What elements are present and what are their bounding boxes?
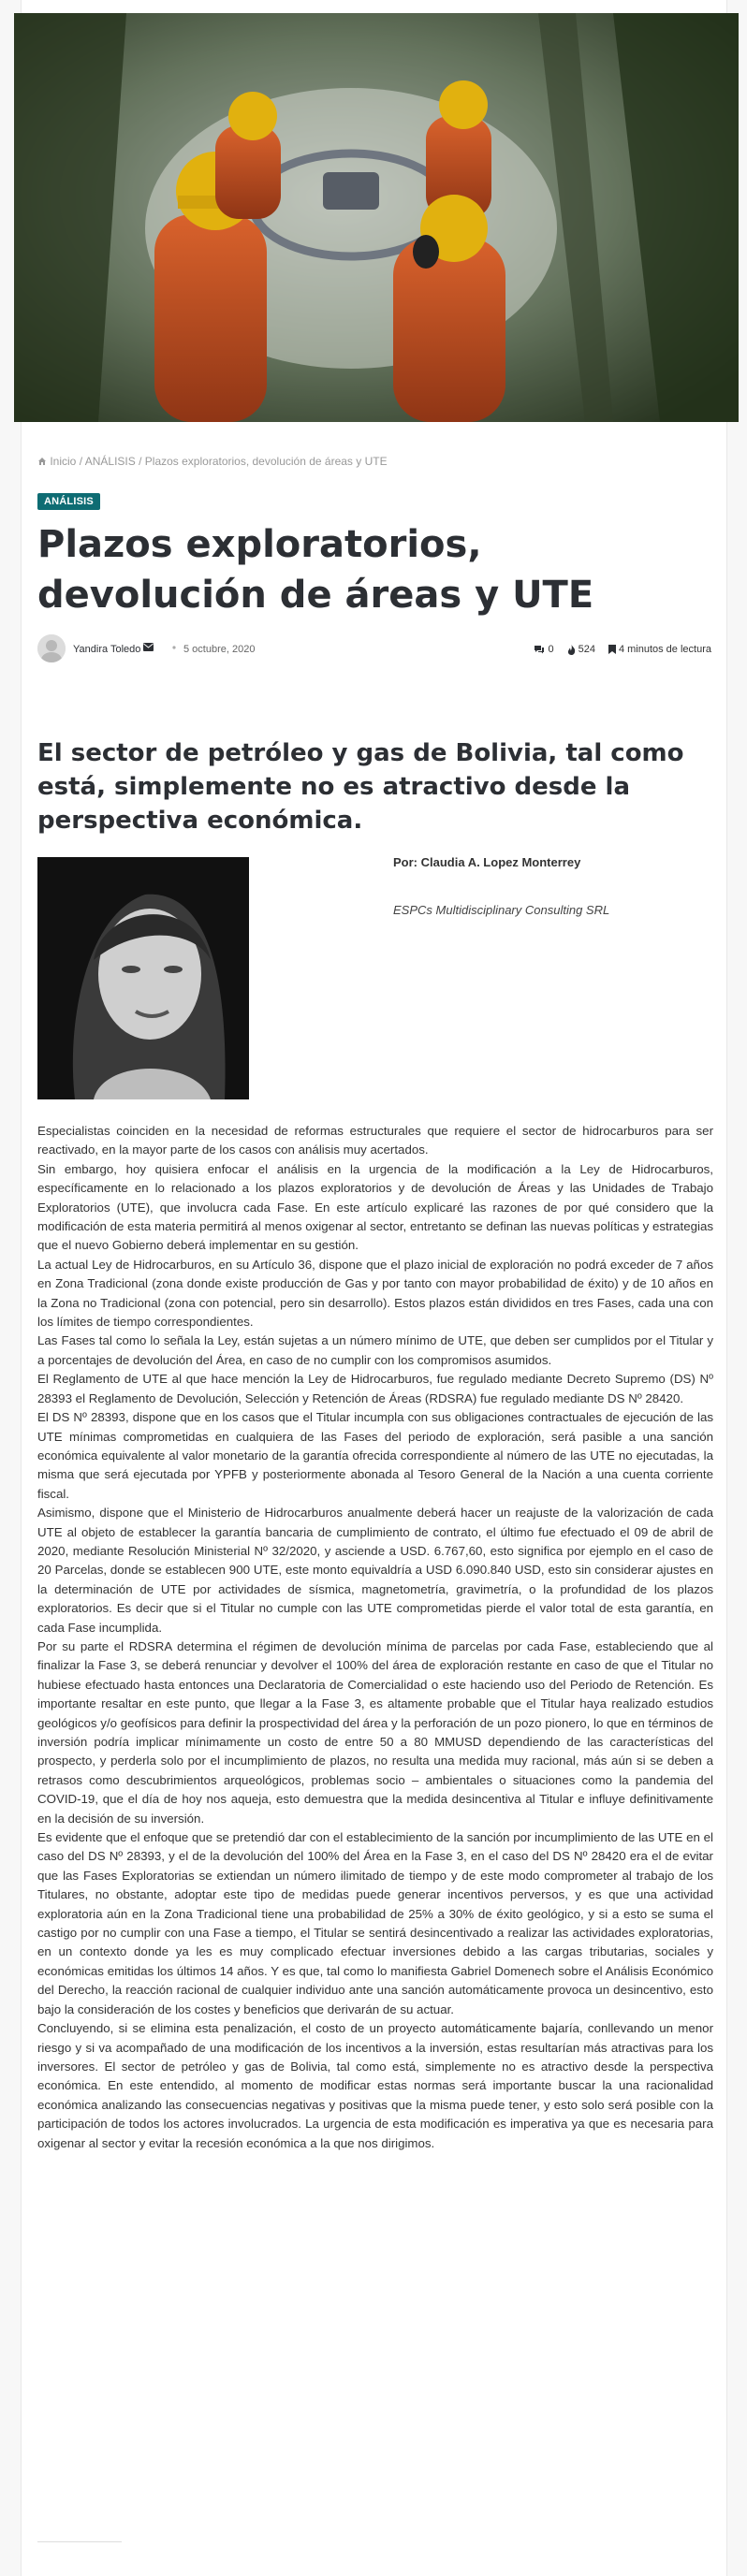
article-paragraph: El Reglamento de UTE al que hace mención la Ley de Hidrocarburos, fue regulado mediante Decreto Supremo (DS) Nº 28393 el Reglamento de Devolución, Selección y Retención de Áreas (RDSRA) fue regulado mediante DS Nº 28420. — [37, 1372, 713, 1405]
author-company: ESPCs Multidisciplinary Consulting SRL — [393, 903, 610, 917]
home-icon[interactable] — [37, 457, 47, 466]
article-paragraph: Asimismo, dispone que el Ministerio de Hidrocarburos anualmente deberá hacer un reajuste de la valorización de cada UTE al objeto de establecer la garantía bancaria de cumplimiento de contrato, el último fue efectuado el 09 de abril de 2020, mediante Resolución Ministerial Nº 32/2020, y asciende a USD. 6.767,60, esto significa por ejemplo en el caso de 20 Parcelas, donde se establecen 900 UTE, este monto equivaldría a USD 6.090.840 USD, esto sin considerar ajustes en la determinación de UTE por actividades de sísmica, magnetometría, gravimetría, o la profundidad de los plazos exploratorios. Es decir que si el Titular no cumple con las UTE comprometidas pierde el valor total de esta garantía, en cada Fase incumplida. — [37, 1506, 713, 1635]
views-count — [567, 644, 595, 655]
article-paragraph: Concluyendo, si se elimina esta penalización, el costo de un proyecto automáticamente bajaría, conllevando un menor riesgo y si va acompañado de una modificación de los incentivos a la inversión, estas resultarían más atractivas para los inversores. El sector de petróleo y gas de Bolivia, tal como está, simplemente no es atractivo desde la perspectiva económica. En este entendido, al momento de modificar estas normas será importante buscar la una racionalidad económica analizando las consecuencias negativas y positivas que la misma puede tener, y esto solo será posible con la participación de todos los actores involucrados. La urgencia de esta modificación es imperativa ya que es necesaria para oxigenar al sector y evitar la recesión económica a la que nos dirigimos. — [37, 2021, 713, 2150]
envelope-icon[interactable] — [143, 643, 154, 651]
breadcrumb-home[interactable]: Inicio — [50, 455, 77, 468]
article-lead: El sector de petróleo y gas de Bolivia, tal como está, simplemente no es atractivo desde la perspectiva económica. — [37, 739, 684, 835]
article-paragraph: Especialistas coinciden en la necesidad de reformas estructurales que requiere el sector de hidrocarburos para ser reactivado, en la mayor parte de los casos con análisis muy acertados. — [37, 1124, 713, 1157]
post-stats — [534, 644, 711, 655]
author-name[interactable]: Yandira Toledo — [73, 644, 141, 655]
category-badge[interactable]: ANÁLISIS — [37, 493, 100, 510]
fire-icon — [567, 645, 576, 655]
breadcrumb-separator: / — [79, 455, 83, 468]
article-paragraph: Las Fases tal como lo señala la Ley, están sujetas a un número mínimo de UTE, que deben ser cumplidos por el Titular y a porcentajes de devolución del Área, en caso de no cumplir con los compromisos asumidos. — [37, 1333, 713, 1367]
article-paragraph: Sin embargo, hoy quisiera enfocar el análisis en la urgencia de la modificación a la Ley de Hidrocarburos, específicamente en lo relacionado a los plazos exploratorios y de devolución de Áreas y las Unidades de Trabajo Exploratorios (UTE), que involucra cada Fase. En este artículo explicaré las razones de por qué considero que la modificación de esta materia permitirá al menos oxigenar al sector, entretanto se definan las nuevas políticas y estrategias que el nuevo Gobierno deberá implementar en su gestión. — [37, 1161, 713, 1253]
comments-value: 0 — [548, 644, 554, 655]
breadcrumb-separator: / — [139, 455, 142, 468]
comments-icon — [534, 645, 545, 654]
user-avatar-icon — [37, 634, 66, 662]
author-photo — [37, 857, 249, 1099]
article-paragraph: Es evidente que el enfoque que se pretendió dar con el establecimiento de la sanción por incumplimiento de las UTE en el caso del DS Nº 28393, y el de la devolución del 100% del Área en la Fase 3, en el caso del DS Nº 28420 era el de evitar que las Fases Exploratorias se extiendan un número ilimitado de tiempo y de este modo comprometer al trabajo de los Titulares, no obstante, adoptar este tipo de medidas puede generar incentivos perversos, y es que una actividad exploratoria aún en la Zona Tradicional tiene una probabilidad de 25% a 30% de éxito geológico, y si a esto se suma el castigo por no cumplir con una Fase a tiempo, el Titular se sentirá desincentivado a realizar las actividades exploratorias, en un contexto donde ya les es muy complicado efectuar inversiones debido a las cargas tributarias, sociales y económicas emitidas los últimos 14 años. Y es que, tal como lo manifiesta Gabriel Domenech sobre el Análisis Económico del Derecho, la reacción racional de cualquier individuo ante una sanción automáticamente provoca un desincentivo, esto bajo la consideración de los costes y beneficios que derivarán de su actuar. — [37, 1830, 713, 2016]
article-paragraph: La actual Ley de Hidrocarburos, en su Artículo 36, dispone que el plazo inicial de exploración no podrá exceder de 7 años en Zona Tradicional (zona donde existe producción de Gas y por tanto con mayor probabilidad de éxito) y de 10 años en la Zona no Tradicional (zona con potencial, pero sin desarrollo). Estos plazos están divididos en tres Fases, cada una con los límites de tiempo correspondientes. — [37, 1257, 713, 1330]
clock-icon — [169, 643, 179, 652]
read-time — [608, 644, 711, 655]
breadcrumb — [37, 455, 388, 468]
article-paragraph: Por su parte el RDSRA determina el régimen de devolución mínima de parcelas por cada Fase, estableciendo que al finalizar la Fase 3, se deberá renunciar y devolver el 100% del área de exploración restante en caso de que el Titular no hubiese efectuado hasta entonces una Declaratoria de Comercialidad o este haciendo uso del Periodo de Retención. Es importante resaltar en este punto, que llegar a la Fase 3, es altamente probable que el Titular haya realizado estudios geológicos y/o geofísicos para definir la prospectividad del área y la perforación de un pozo pionero, lo que en términos de inversión podría implicar mínimamente un costo de entre 50 a 80 MMUSD dependiendo de las características del prospecto, y perderla solo por el incumplimiento de plazos, no resulta una medida muy racional, más aún si se deben a retrasos como descubrimientos arqueológicos, problemas socio – ambientales o situaciones como la pandemia del COVID-19, que el día de hoy nos aqueja, esto demuestra que la medida desincentiva al Titular e influye definitivamente en la decisión de su inversión. — [37, 1638, 713, 1826]
author-portrait — [37, 857, 249, 1099]
read-time-value: 4 minutos de lectura — [618, 644, 711, 655]
breadcrumb-section[interactable]: ANÁLISIS — [84, 455, 136, 468]
views-value: 524 — [578, 644, 595, 655]
hero-image — [14, 13, 739, 422]
footer-divider — [37, 2541, 122, 2542]
author-byline: Por: Claudia A. Lopez Monterrey — [393, 855, 581, 869]
comments-count[interactable] — [534, 644, 553, 655]
page-title: Plazos exploratorios, devolución de áreas y UTE — [37, 523, 594, 617]
post-date: 5 octubre, 2020 — [183, 644, 256, 655]
article-body — [37, 1122, 713, 2153]
article-paragraph: El DS Nº 28393, dispone que en los casos que el Titular incumpla con sus obligaciones contractuales de ejecución de las UTE mínimas comprometidas en cualquiera de las Fases del periodo de exploración, será pasible a una sanción económica equivalente al valor monetario de la garantía ofrecida correspondiente al número de las UTE no ejecutadas, la misma que será ejecutada por YPFB y posteriormente abonada al Tesoro General de la Nación a una cuenta corriente fiscal. — [37, 1410, 713, 1501]
breadcrumb-current: Plazos exploratorios, devolución de áreas y UTE — [144, 455, 388, 468]
bookmark-icon — [608, 645, 616, 654]
avatar[interactable] — [37, 634, 66, 662]
post-meta — [37, 633, 711, 670]
hero-photo-illustration — [14, 13, 739, 422]
